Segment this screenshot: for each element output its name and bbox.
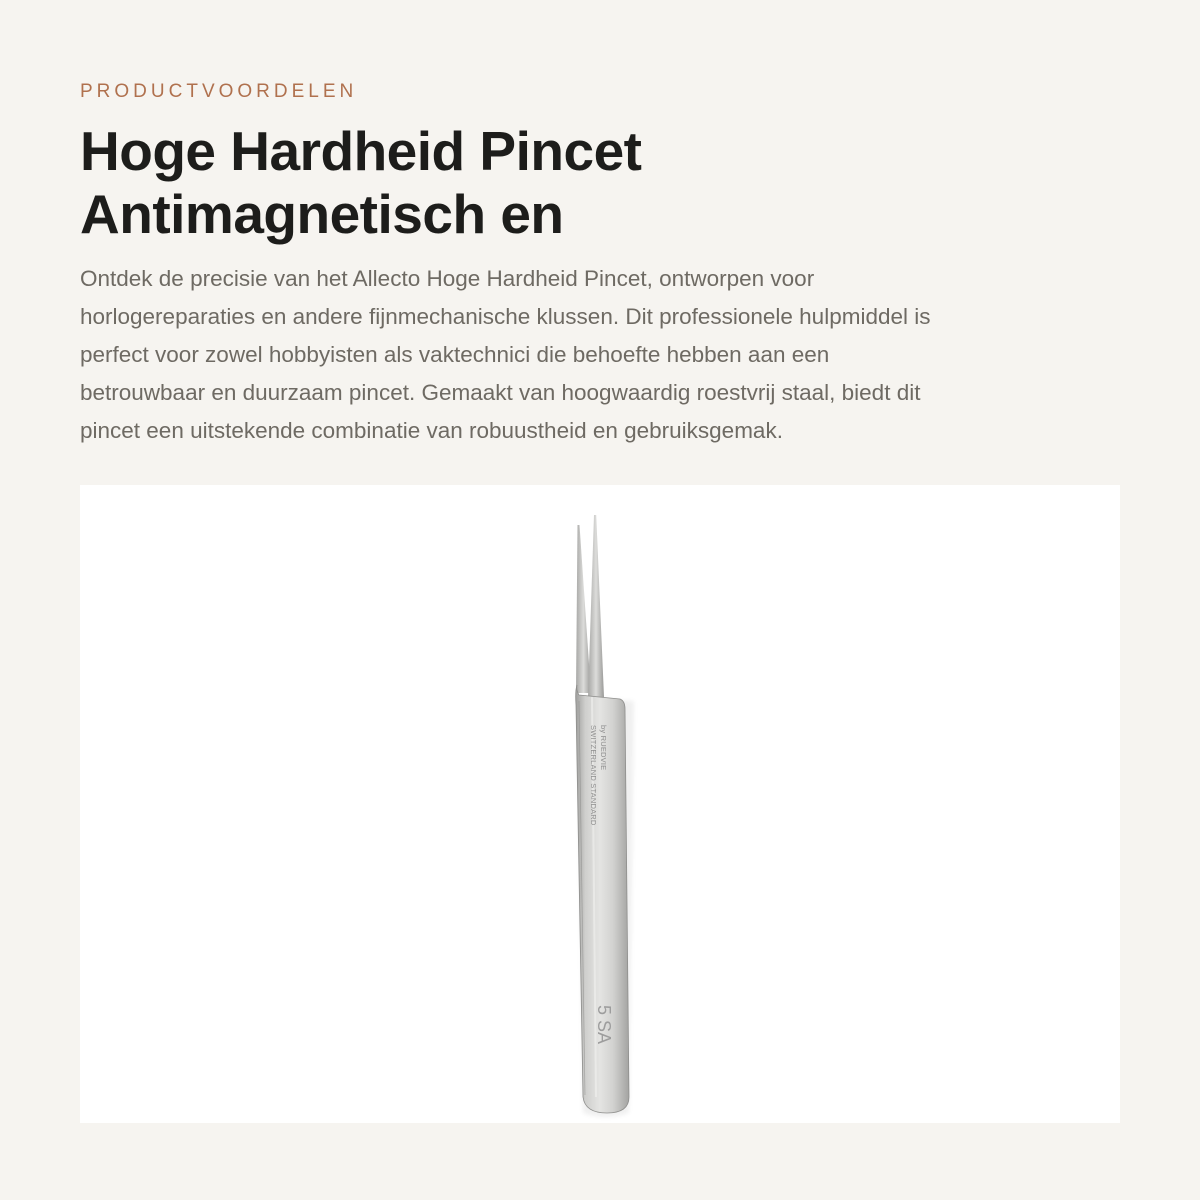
- section-eyebrow: PRODUCTVOORDELEN: [80, 81, 358, 102]
- description-line-2: horlogereparaties en andere fijnmechanische klussen. Dit professionele hulpmiddel is: [80, 304, 931, 329]
- description-line-5: pincet een uitstekende combinatie van robuustheid en gebruiksgemak.: [80, 418, 783, 443]
- engraving-brand: by RUEDVIE: [599, 725, 608, 771]
- tweezers-right-tip: [588, 515, 604, 697]
- description-line-1: Ontdek de precisie van het Allecto Hoge Hardheid Pincet, ontworpen voor: [80, 266, 815, 291]
- tweezers-model-engraving: [594, 1005, 614, 1044]
- engraving-model: 5 SA: [594, 1005, 614, 1045]
- tweezers-left-tip: [576, 525, 591, 693]
- product-description: [80, 260, 1080, 450]
- description-line-3: perfect voor zowel hobbyisten als vaktechnici die behoefte hebben aan een: [80, 342, 830, 367]
- page-title: [80, 120, 641, 246]
- description-line-4: betrouwbaar en duurzaam pincet. Gemaakt van hoogwaardig roestvrij staal, biedt dit: [80, 380, 921, 405]
- tweezers-product-image: [80, 485, 1120, 1123]
- product-image-panel: [80, 485, 1120, 1123]
- title-line-2: Antimagnetisch en: [80, 183, 564, 245]
- engraving-standard: SWITZERLAND STANDARD: [589, 725, 598, 826]
- title-line-1: Hoge Hardheid Pincet: [80, 120, 642, 182]
